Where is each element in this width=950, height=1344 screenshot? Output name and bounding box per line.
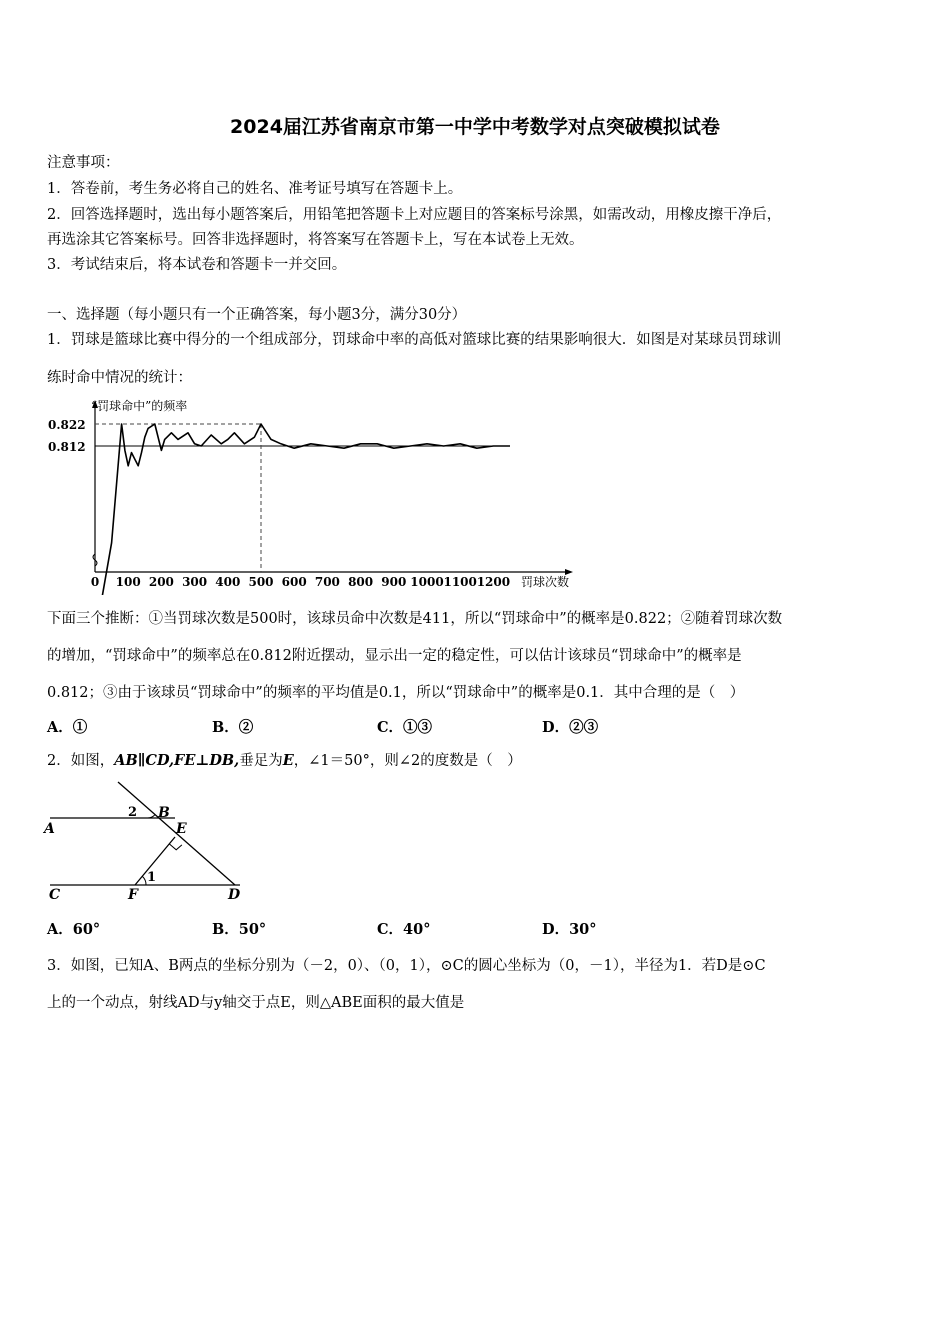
right-angle-mark <box>169 844 182 850</box>
angle-1-arc <box>143 877 147 886</box>
label-d: D <box>228 887 241 903</box>
label-a: A <box>44 821 55 837</box>
q1-option-b[interactable]: B．② <box>212 719 254 736</box>
q2-option-d[interactable]: D．30° <box>542 921 597 938</box>
notice-heading: 注意事项： <box>47 155 120 171</box>
q1-text-line: 下面三个推断：①当罚球次数是500时，该球员命中次数是411，所以“罚球命中”的概率是0.822；②随着罚球次数 <box>47 611 783 627</box>
q2-mid: 垂足为 <box>239 753 283 769</box>
q2-option-c[interactable]: C．40° <box>377 921 431 938</box>
q1-text-line: 的增加，“罚球命中”的频率总在0.812附近摆动，显示出一定的稳定性，可以估计该球员“罚球命中”的概率是 <box>47 648 742 664</box>
notice-item: 2．回答选择题时，选出每小题答案后，用铅笔把答题卡上对应题目的答案标号涂黑，如需改动，用橡皮擦干净后， <box>47 207 782 223</box>
q2-suffix: ，∠1＝50°，则∠2的度数是（ ） <box>293 753 522 769</box>
x-tick-label: 200 <box>148 575 174 589</box>
q2-stem <box>47 749 907 770</box>
notice-item: 3．考试结束后，将本试卷和答题卡一并交回。 <box>47 257 347 273</box>
x-axis-label: 罚球次数 <box>521 575 570 589</box>
q3-stem-line: 3．如图，已知A、B两点的坐标分别为（－2，0）、（0，1），⊙C的圆心坐标为（0，－1），半径为1．若D是⊙C <box>47 958 766 974</box>
page-title: 2024届江苏省南京市第一中学中考数学对点突破模拟试卷 <box>230 116 720 138</box>
frequency-chart <box>40 390 600 595</box>
q1-stem-line: 1．罚球是篮球比赛中得分的一个组成部分，罚球命中率的高低对篮球比赛的结果影响很大．如图是对某球员罚球训 <box>47 332 782 348</box>
label-f: F <box>128 887 138 903</box>
x-tick-label: 500 <box>248 575 274 589</box>
q1-option-a[interactable]: A．① <box>47 719 88 736</box>
x-tick-label: 900 <box>381 575 407 589</box>
x-tick-label: 600 <box>281 575 307 589</box>
x-tick-label: 0 <box>90 575 100 589</box>
q1-text-line: 0.812；③由于该球员“罚球命中”的频率的平均值是0.1，所以“罚球命中”的概率是0.1．其中合理的是（ ） <box>47 685 745 701</box>
geometry-figure <box>40 780 260 905</box>
x-tick-label: 100 <box>115 575 141 589</box>
section-heading: 一、选择题（每小题只有一个正确答案，每小题3分，满分30分） <box>47 307 467 323</box>
x-tick-label: 1100 <box>443 575 477 589</box>
q1-option-c[interactable]: C．①③ <box>377 719 433 736</box>
label-one: 1 <box>147 870 157 885</box>
notice-item: 再选涂其它答案标号。回答非选择题时，将答案写在答题卡上，写在本试卷上无效。 <box>47 232 584 248</box>
q1-stem-line: 练时命中情况的统计： <box>47 370 192 386</box>
label-c: C <box>49 887 61 903</box>
y-tick-label: 0.812 <box>48 440 86 454</box>
q1-option-d[interactable]: D．②③ <box>542 719 599 736</box>
x-tick-label: 800 <box>348 575 374 589</box>
label-e: E <box>176 821 187 837</box>
q2-math: AB∥CD,FE⊥DB, <box>114 752 240 769</box>
q2-prefix: 2．如图， <box>47 753 115 769</box>
x-tick-label: 1200 <box>476 575 511 589</box>
y-axis-label: “罚球命中”的频率 <box>91 399 188 413</box>
x-tick-label: 300 <box>182 575 208 589</box>
y-tick-label: 0.822 <box>48 418 86 432</box>
notice-item: 1．答卷前，考生务必将自己的姓名、准考证号填写在答题卡上。 <box>47 181 463 197</box>
q3-stem-line: 上的一个动点，射线AD与y轴交于点E，则△ABE面积的最大值是 <box>47 995 465 1011</box>
x-tick-label: 1000 <box>410 575 444 589</box>
x-tick-label: 700 <box>314 575 340 589</box>
q2-option-a[interactable]: A．60° <box>47 921 101 938</box>
q2-point-e: E <box>282 752 294 769</box>
frequency-series-line <box>102 424 510 595</box>
q2-option-b[interactable]: B．50° <box>212 921 267 938</box>
x-tick-label: 400 <box>215 575 241 589</box>
label-b: B <box>158 805 170 821</box>
label-two: 2 <box>128 805 138 820</box>
